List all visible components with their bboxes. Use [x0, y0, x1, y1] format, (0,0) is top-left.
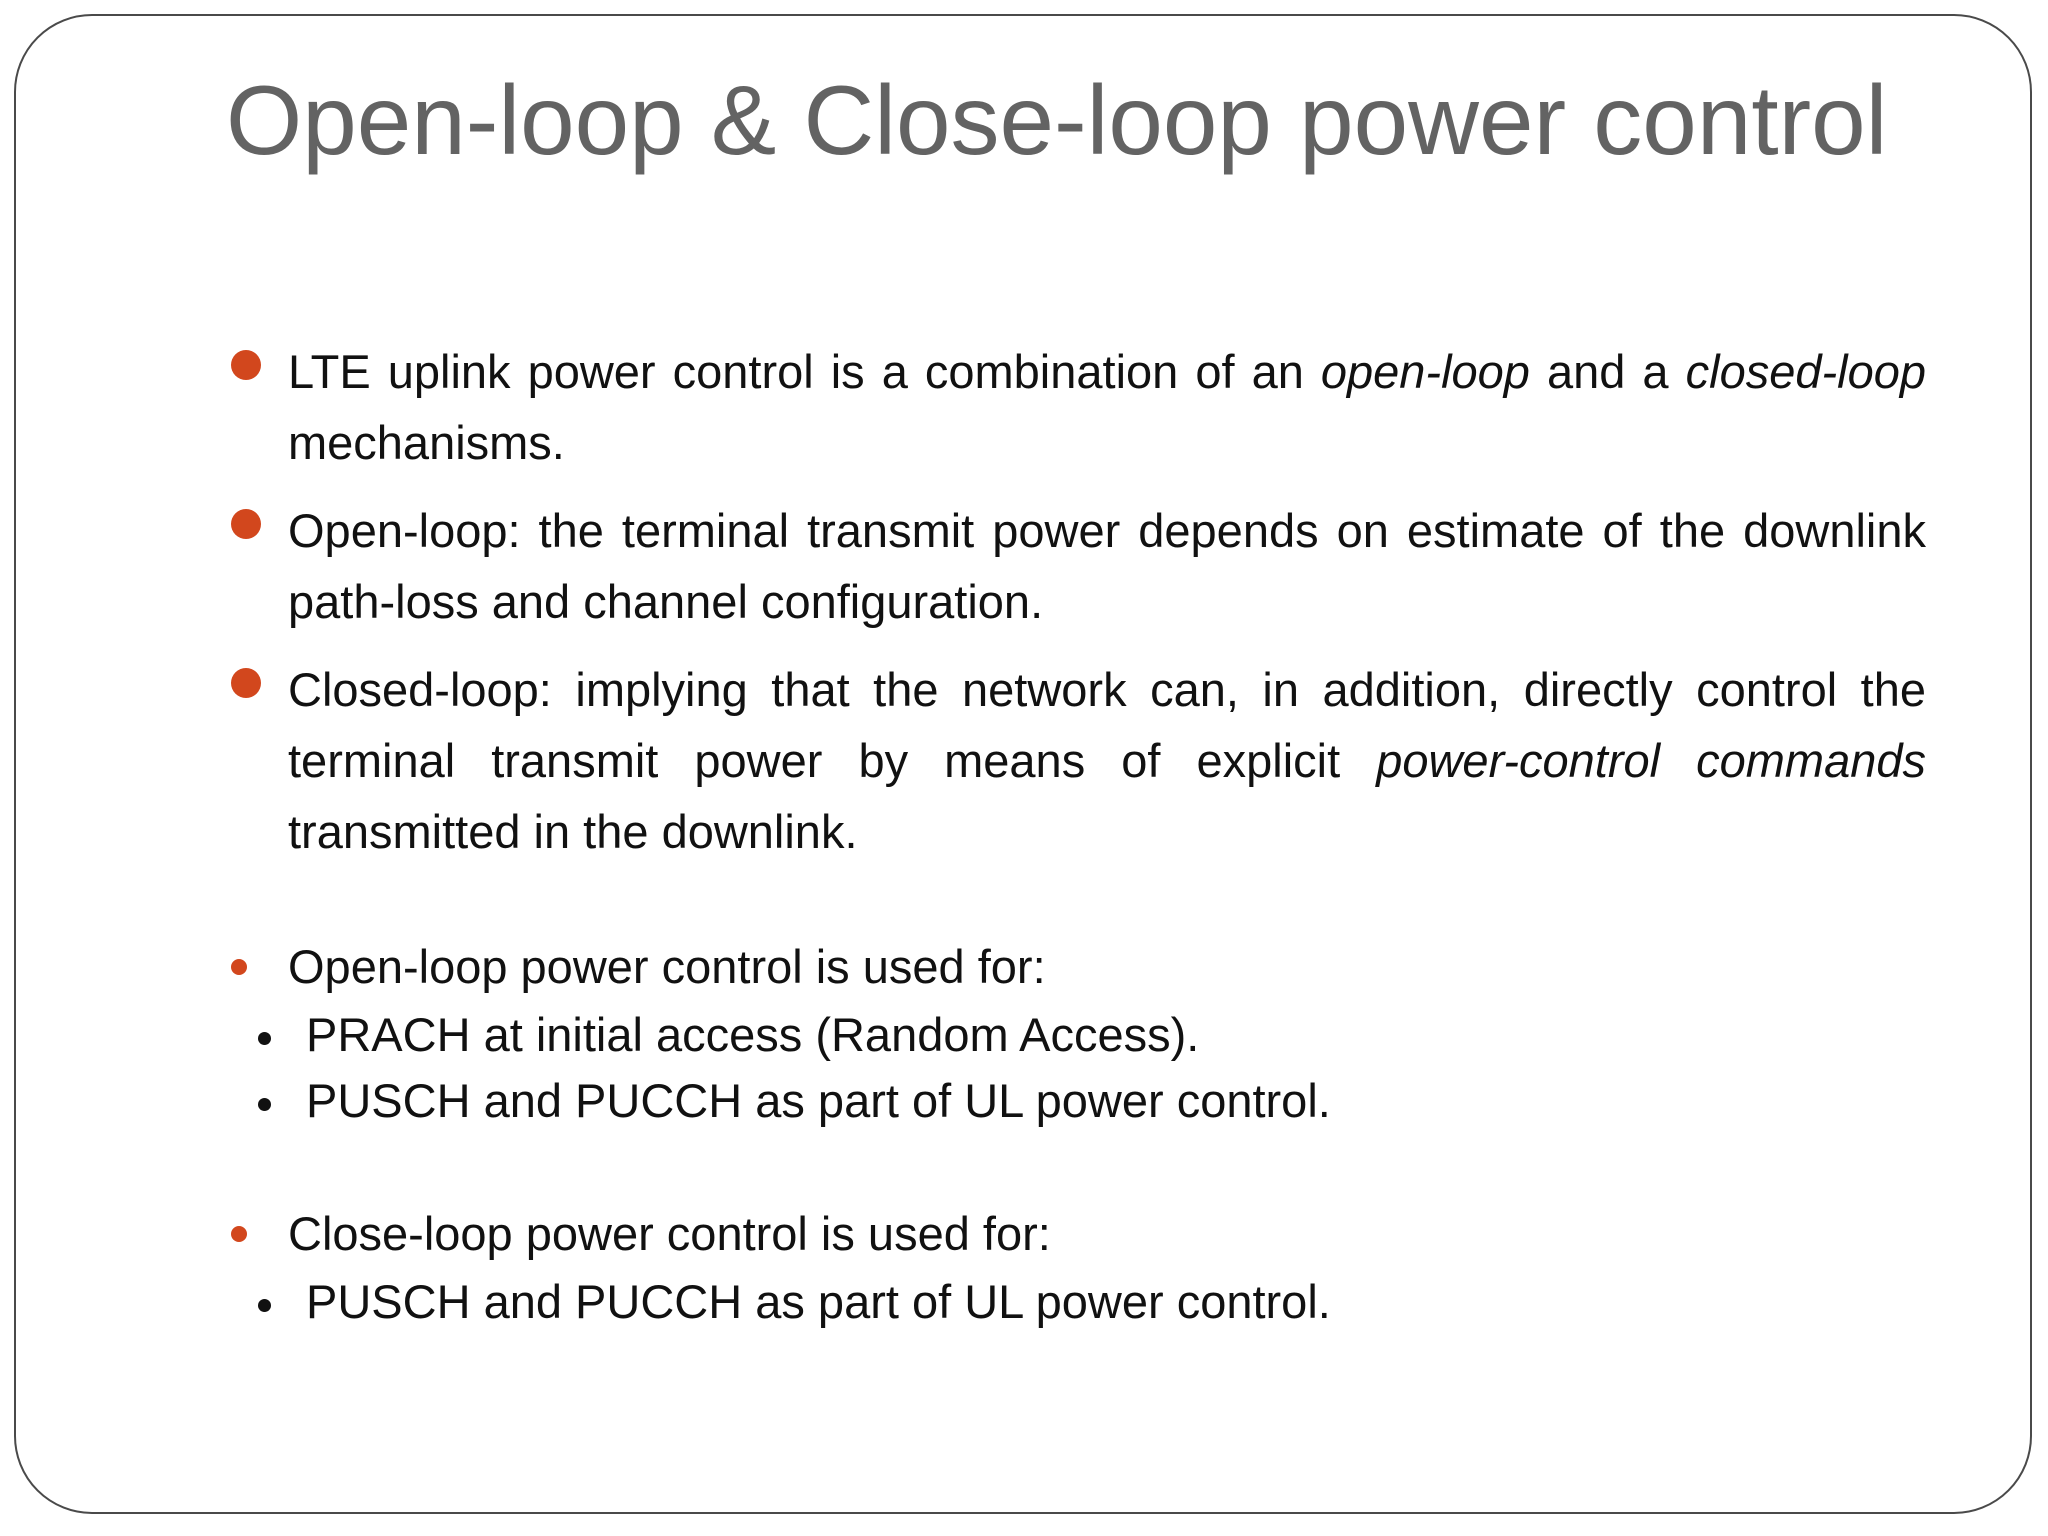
bullet-open-loop	[226, 495, 1926, 637]
bullet-text-part: Closed-loop: implying that the network can, in addition, directly control the terminal transmit power by means of explicit	[288, 663, 1926, 787]
bullet-text: Close-loop power control is used for:	[288, 1207, 1051, 1260]
bullet-text: Open-loop: the terminal transmit power depends on estimate of the downlink path-loss and channel configuration.	[288, 504, 1926, 628]
sub-bullet	[226, 1002, 1926, 1068]
sub-bullet-text: PUSCH and PUCCH as part of UL power control.	[306, 1275, 1331, 1328]
bullet-text-part: mechanisms.	[288, 416, 565, 469]
slide-title: Open-loop & Close-loop power control	[226, 65, 1888, 175]
bullet-text: Open-loop power control is used for:	[288, 940, 1046, 993]
bullet-dot-icon	[231, 509, 261, 539]
bullet-emphasis: closed-loop	[1685, 345, 1926, 398]
sub-bullet-dot-icon	[258, 1098, 271, 1111]
bullet-dot-icon	[231, 1226, 247, 1242]
sub-bullet	[226, 1068, 1926, 1134]
bullet-closed-loop	[226, 654, 1926, 867]
bullet-dot-icon	[231, 668, 261, 698]
bullet-list	[226, 336, 1926, 1335]
bullet-text-part: transmitted in the downlink.	[288, 805, 858, 858]
bullet-dot-icon	[231, 350, 261, 380]
spacer	[226, 1134, 1926, 1198]
sub-bullet	[226, 1269, 1926, 1335]
sub-bullet-dot-icon	[258, 1032, 271, 1045]
bullet-text-part: LTE uplink power control is a combination of an	[288, 345, 1321, 398]
sub-bullet-text: PRACH at initial access (Random Access).	[306, 1008, 1200, 1061]
bullet-close-loop-usage	[226, 1198, 1926, 1269]
bullet-dot-icon	[231, 959, 247, 975]
bullet-text-part: and a	[1529, 345, 1686, 398]
bullet-text	[288, 336, 1926, 478]
bullet-text	[288, 654, 1926, 867]
sub-bullet-text: PUSCH and PUCCH as part of UL power control.	[306, 1074, 1331, 1127]
bullet-lte-uplink	[226, 336, 1926, 478]
bullet-emphasis: power-control commands	[1376, 734, 1926, 787]
bullet-open-loop-usage	[226, 931, 1926, 1002]
sub-bullet-dot-icon	[258, 1299, 271, 1312]
bullet-emphasis: open-loop	[1320, 345, 1530, 398]
